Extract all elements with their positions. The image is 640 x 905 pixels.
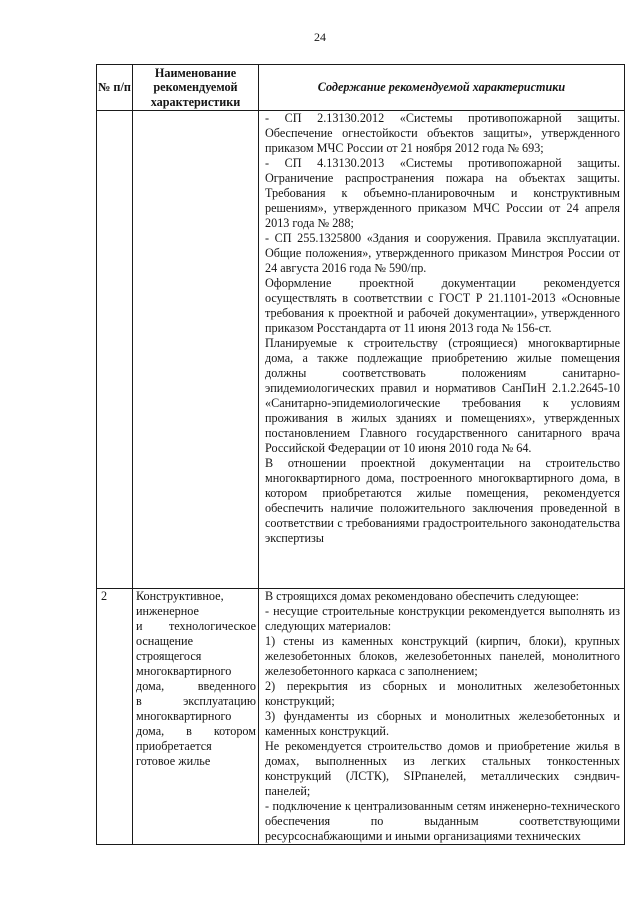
table-row (97, 111, 625, 589)
row2-content-cell (259, 589, 625, 845)
name-line: готовое жилье (136, 754, 211, 768)
content-paragraph: - СП 4.13130.2013 «Системы противопожарной защиты. Ограничение распространения пожара на объектах защиты. Требования к объемно-планировочным и конструктивным решениям», утвержденного приказом МЧС России от 24 апреля 2013 года № 288; (265, 156, 620, 230)
content-paragraph: Не рекомендуется строительство домов и приобретение жилья в домах, выполненных из легких стальных тонкостенных конструкций (ЛСТК), SIPпанелей, металлических сэндвич- панелей; (265, 739, 620, 798)
name-line: строящегося (136, 649, 202, 663)
name-line: дома, введенного (136, 679, 256, 693)
content-paragraph: - подключение к централизованным сетям инженерно-технического обеспечения по выданным соответствующими ресурсоснабжающими и иными организациями технических (265, 799, 620, 843)
content-paragraph: - СП 255.1325800 «Здания и сооружения. Правила эксплуатации. Общие положения», утвержденного приказом Минстроя России от 24 августа 2016 года № 590/пр. (265, 231, 620, 275)
page-number: 24 (314, 30, 326, 44)
row2-name-cell (133, 589, 259, 845)
content-paragraph: 1) стены из каменных конструкций (кирпич, блоки), крупных железобетонных блоков, железобетонных панелей, монолитного железобетонного каркаса с заполнением; (265, 634, 620, 678)
name-line: оснащение (136, 634, 193, 648)
content-paragraph: - СП 2.13130.2012 «Системы противопожарной защиты. Обеспечение огнестойкости объектов защиты», утвержденного приказом МЧС России от 21 ноября 2012 года № 693; (265, 111, 620, 155)
name-line: Конструктивное, (136, 589, 224, 603)
header-number: № п/п (97, 65, 133, 111)
row1-content-cell (259, 111, 625, 589)
row2-number-cell: 2 (97, 589, 133, 845)
name-line: многоквартирного (136, 709, 232, 723)
content-paragraph: Планируемые к строительству (строящиеся) многоквартирные дома, а также подлежащие приобретению жилые помещения должны соответствовать положениям санитарно-эпидемиологических правил и нормативов СанПиН 2.1.2.2645-10 «Санитарно-эпидемиологические требования к условиям проживания в жилых зданиях и помещениях», утвержденных постановлением Главного государственного санитарного врача Российской Федерации от 10 июня 2010 года № 64. (265, 336, 620, 455)
row1-number-cell (97, 111, 133, 589)
header-name: Наименование рекомендуемой характеристики (133, 65, 259, 111)
table-header-row (97, 65, 625, 111)
content-paragraph: Оформление проектной документации рекомендуется осуществлять в соответствии с ГОСТ Р 21.1101-2013 «Основные требования к проектной и рабочей документации», утвержденного приказом Росстандарта от 11 июня 2013 года № 156-ст. (265, 276, 620, 335)
content-paragraph: 3) фундаменты из сборных и монолитных железобетонных и каменных конструкций. (265, 709, 620, 738)
name-line: в эксплуатацию (136, 694, 256, 708)
content-paragraph: - несущие строительные конструкции рекомендуется выполнять из следующих материалов: (265, 604, 620, 633)
row1-name-cell (133, 111, 259, 589)
header-content: Содержание рекомендуемой характеристики (259, 65, 625, 111)
table-row (97, 589, 625, 845)
content-paragraph: В отношении проектной документации на строительство многоквартирного дома, построенного многоквартирного дома, в котором приобретаются жилые помещения, рекомендуется обеспечить наличие положительного заключения проведенной в соответствии с требованиями градостроительного законодательства экспертизы (265, 456, 620, 545)
content-paragraph: 2) перекрытия из сборных и монолитных железобетонных конструкций; (265, 679, 620, 708)
name-line: многоквартирного (136, 664, 232, 678)
name-line: дома, в котором (136, 724, 256, 738)
name-line: инженерное (136, 604, 199, 618)
name-line: приобретается (136, 739, 212, 753)
name-line: и технологическое (136, 619, 256, 633)
characteristics-table (96, 64, 625, 845)
content-paragraph: В строящихся домах рекомендовано обеспечить следующее: (265, 589, 580, 603)
